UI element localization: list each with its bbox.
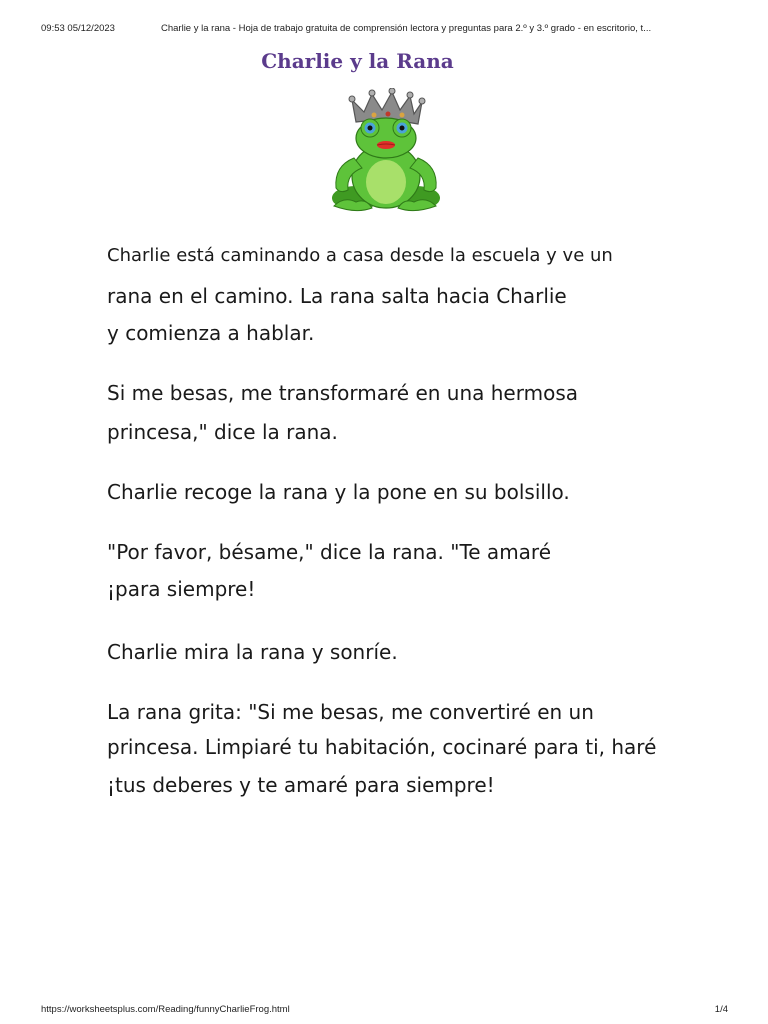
story-line: Charlie recoge la rana y la pone en su bolsillo. (107, 480, 570, 504)
page-title: Charlie y la Rana (261, 49, 454, 73)
story-line: ¡tus deberes y te amaré para siempre! (107, 773, 495, 797)
story-line: Charlie mira la rana y sonríe. (107, 640, 398, 664)
story-line: Charlie está caminando a casa desde la escuela y ve un (107, 245, 613, 266)
print-document-title: Charlie y la rana - Hoja de trabajo gratuita de comprensión lectora y preguntas para 2.º y 3.º grado - en escritorio, t... (161, 23, 652, 34)
story-line: ¡para siempre! (107, 577, 256, 601)
story-line: rana en el camino. La rana salta hacia Charlie (107, 284, 567, 308)
print-url: https://worksheetsplus.com/Reading/funnyCharlieFrog.html (41, 1004, 290, 1015)
story-line: Si me besas, me transformaré en una hermosa (107, 381, 579, 405)
print-header (41, 23, 728, 37)
story-line: princesa," dice la rana. (107, 420, 338, 444)
print-datetime: 09:53 05/12/2023 (41, 23, 115, 34)
frog-prince-icon (326, 88, 444, 218)
page-number: 1/4 (714, 1004, 728, 1015)
story-line: La rana grita: "Si me besas, me convertiré en un (107, 700, 594, 724)
story-line: y comienza a hablar. (107, 321, 315, 345)
story-line: princesa. Limpiaré tu habitación, cocinaré para ti, haré (107, 735, 657, 759)
print-footer (41, 1004, 728, 1018)
story-line: "Por favor, bésame," dice la rana. "Te amaré (107, 540, 552, 564)
